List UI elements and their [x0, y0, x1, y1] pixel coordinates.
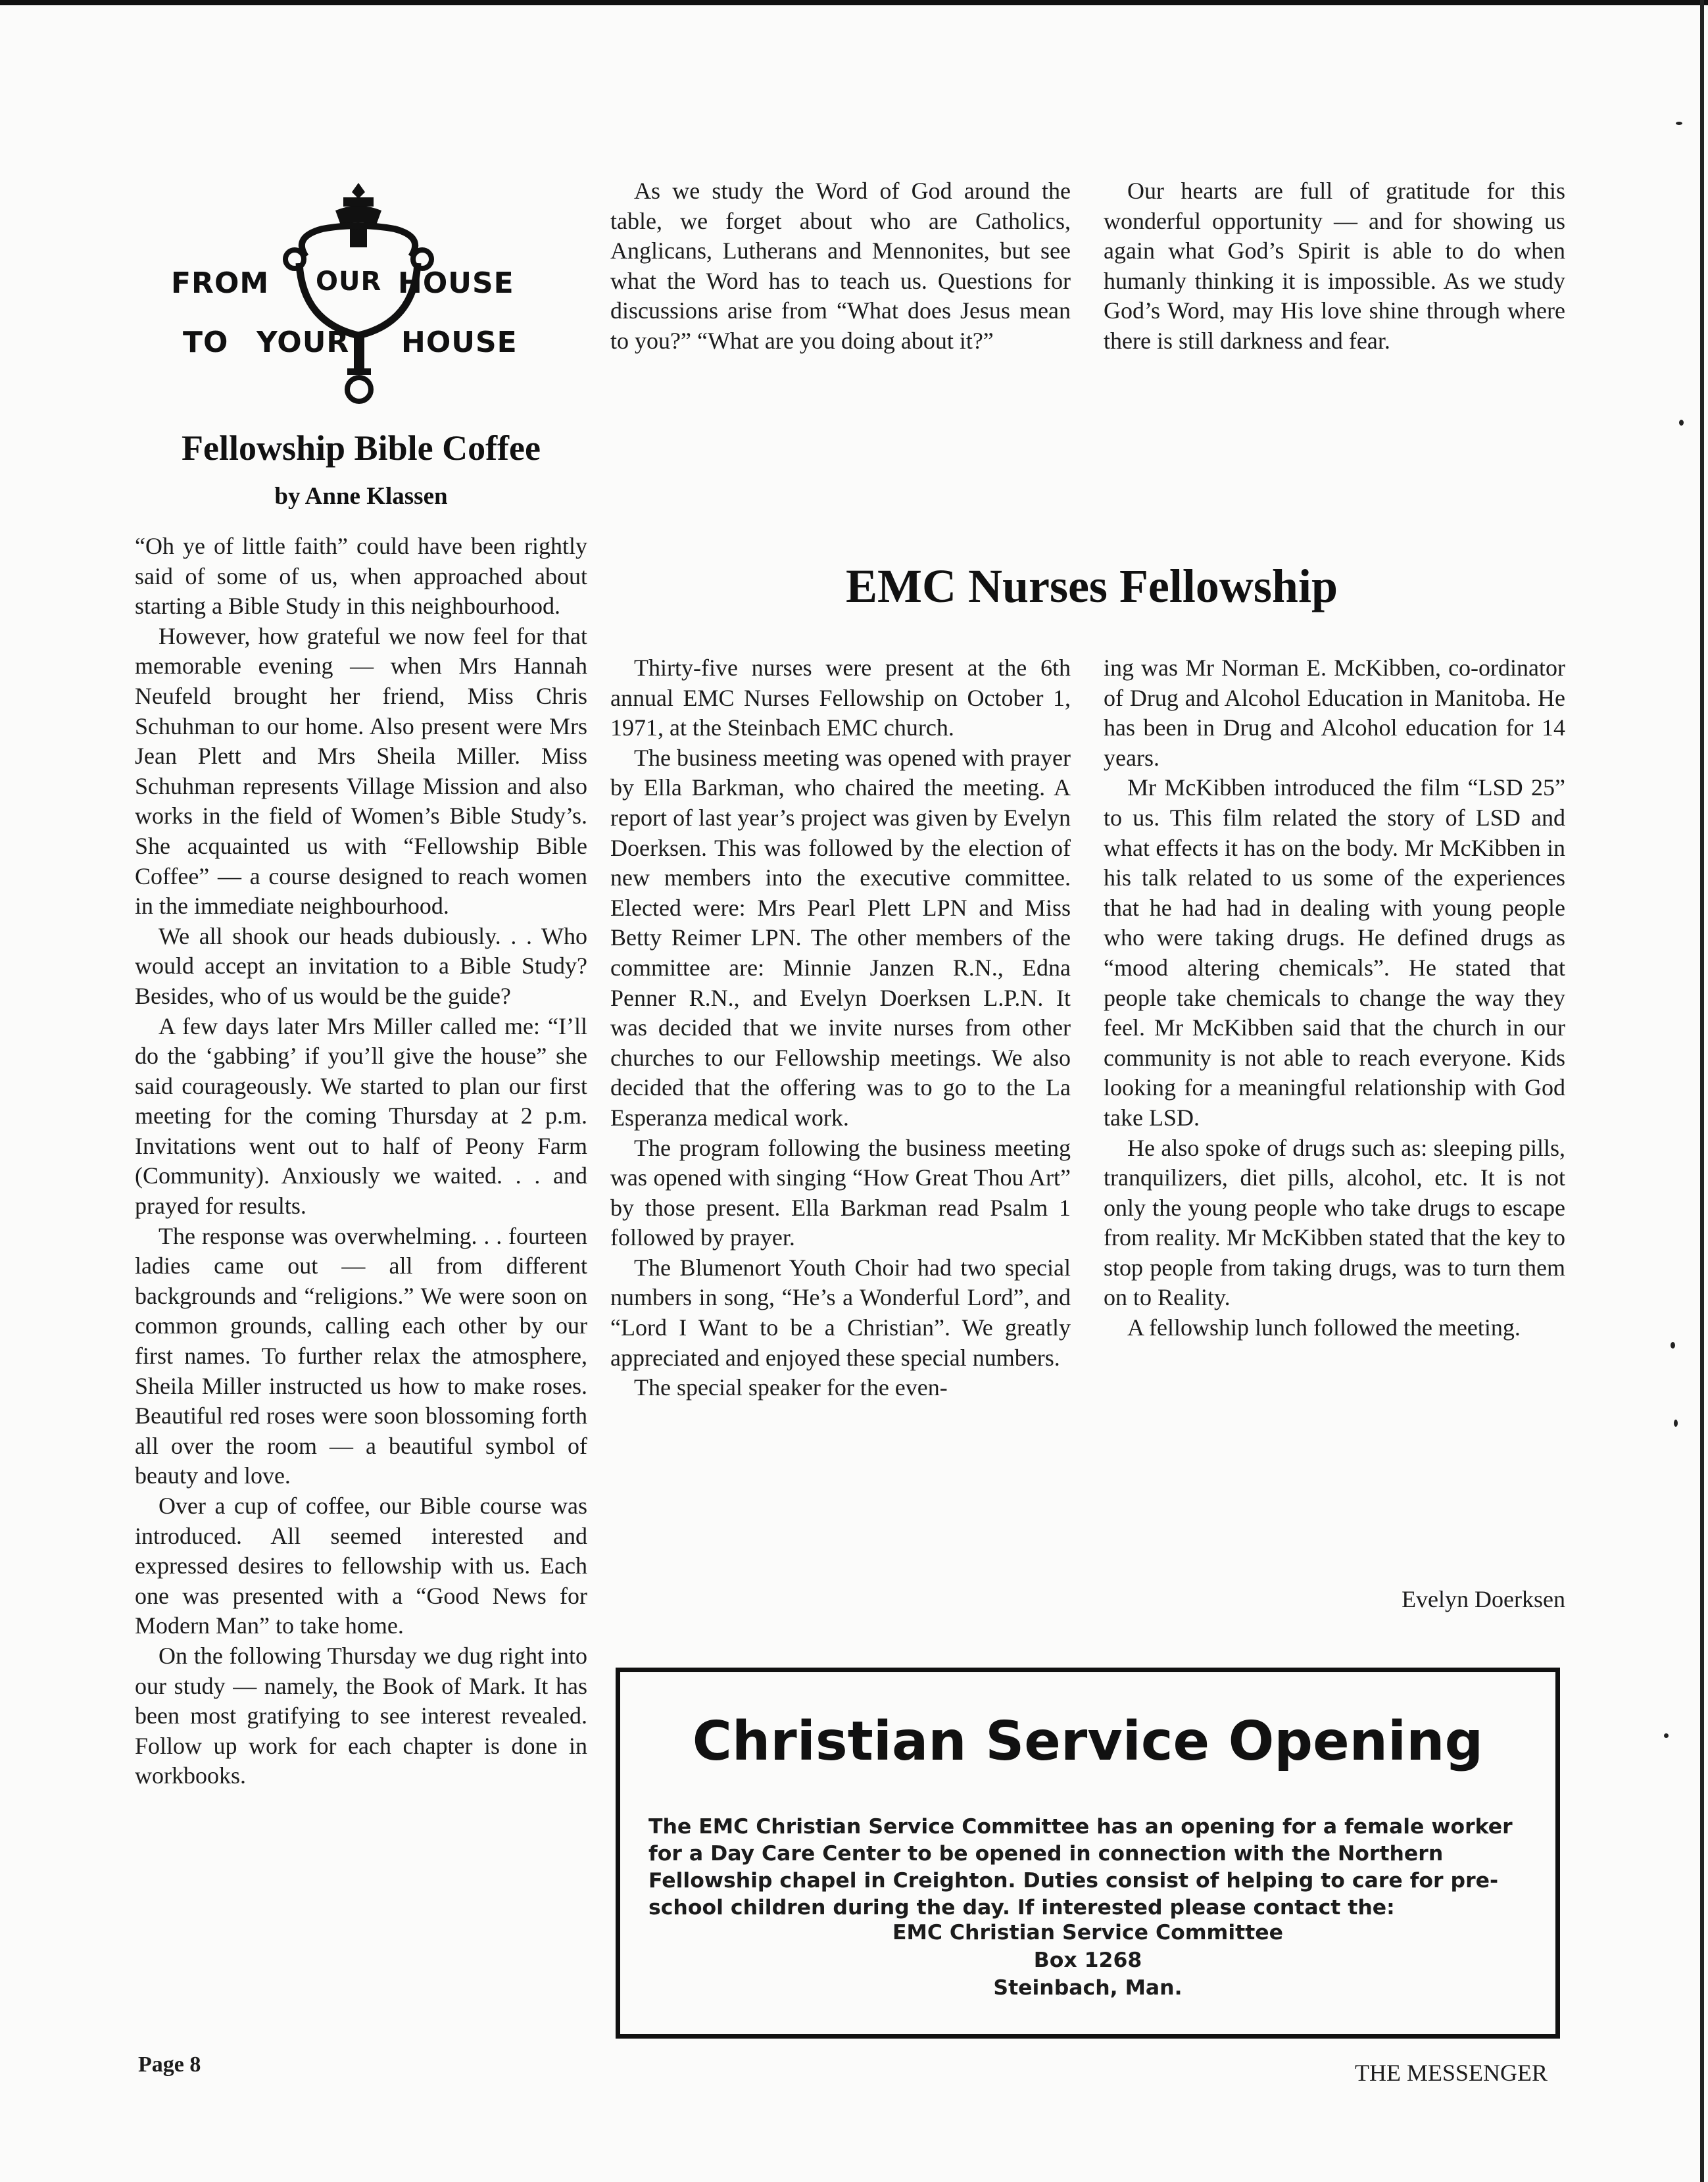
article-paragraph: A fellowship lunch followed the meeting. — [1127, 1314, 1521, 1341]
bible-coffee-closing-column — [1104, 176, 1565, 357]
logo-from: FROM — [171, 266, 270, 300]
article-paragraph: On the following Thursday we dug right into our study — namely, the Book of Mark. It has been most gratifying to see interest revealed. Follow up work for each chapter is done in workbooks. — [135, 1642, 587, 1789]
nurses-fellowship-title: EMC Nurses Fellowship — [845, 560, 1338, 612]
nurses-column-right — [1104, 653, 1565, 1343]
article-signature: Evelyn Doerksen — [1402, 1586, 1565, 1612]
article-paragraph: The business meeting was opened with prayer by Ella Barkman, who chaired the meeting. A report of last year’s project was given by Evelyn Doerksen. This was followed by the election of new members into the executive committee. Elected were: Mrs Pearl Plett LPN and Miss Betty Reimer LPN. The other members of the committee are: Minnie Janzen R.N., Edna Penner R.N., and Evelyn Doerksen L.P.N. It was decided that we invite nurses from other churches to our Fellowship meetings. We also decided that the offering was to go to the La Esperanza medical work. — [610, 744, 1071, 1131]
scan-speck — [1676, 122, 1682, 125]
article-paragraph: A few days later Mrs Miller called me: “I’ll do the ‘gabbing’ if you’ll give the house” she said courageously. We started to plan our first meeting for the coming Thursday at 2 p.m. Invitations went out to half of Peony Farm (Community). Anxiously we waited. . . and prayed for results. — [135, 1012, 587, 1220]
publication-name: THE MESSENGER — [1355, 2060, 1548, 2086]
logo-house-1: HOUSE — [398, 266, 514, 300]
from-our-house-logo — [171, 178, 546, 414]
article-paragraph: He also spoke of drugs such as: sleeping pills, tranquilizers, diet pills, alcohol, etc. It is not only the young people who take drugs to escape from reality. Mr McKibben stated that the key to stop people from taking drugs, was to turn them on to Reality. — [1104, 1134, 1565, 1311]
article-paragraph: Mr McKibben introduced the film “LSD 25” to us. This film related the story of LSD and what effects it has on the body. Mr McKibben in his talk related to us some of the experiences that he had had in dealing with young people who were taking drugs. He defined drugs as “mood altering chemicals”. He stated that people take chemicals to change the way they feel. Mr McKibben said that the church in our community is not able to reach everyone. Kids looking for a meaningful relationship with God take LSD. — [1104, 774, 1565, 1131]
article-paragraph: Thirty-five nurses were present at the 6th annual EMC Nurses Fellowship on October 1, 1971, at the Steinbach EMC church. — [610, 655, 1071, 741]
scan-speck — [1664, 1733, 1669, 1738]
ad-contact-city: Steinbach, Man. — [993, 1976, 1183, 2000]
bible-coffee-title: Fellowship Bible Coffee — [182, 428, 541, 468]
bible-coffee-byline: by Anne Klassen — [274, 483, 448, 510]
nurses-column-left — [610, 653, 1071, 1403]
article-paragraph: As we study the Word of God around the table, we forget about who are Catholics, Anglicans, Lutherans and Mennonites, but see what the Word has to teach us. Questions for discussions arise from “What does Jesus mean to you?” “What are you doing about it?” — [610, 178, 1071, 354]
bible-coffee-column — [135, 532, 587, 1791]
article-paragraph: ing was Mr Norman E. McKibben, co-ordinator of Drug and Alcohol Education in Manitoba. He has been in Drug and Alcohol education for 14 years. — [1104, 655, 1565, 771]
article-paragraph: The program following the business meeting was opened with singing “How Great Thou Art” by those present. Ella Barkman read Psalm 1 followed by prayer. — [610, 1134, 1071, 1251]
article-paragraph: The Blumenort Youth Choir had two special numbers in song, “He’s a Wonderful Lord”, and “Lord I Want to be a Christian”. We greatly appreciated and enjoyed these special numbers. — [610, 1254, 1071, 1371]
scan-speck — [1674, 1420, 1678, 1427]
logo-your: YOUR — [256, 326, 350, 359]
ad-contact-box: Box 1268 — [1033, 1948, 1142, 1972]
scan-speck — [1679, 420, 1684, 426]
christian-service-ad — [616, 1668, 1560, 2039]
top-border — [0, 0, 1708, 5]
right-border — [1700, 0, 1704, 2182]
bible-coffee-continued-column — [610, 176, 1071, 357]
article-paragraph: We all shook our heads dubiously. . . Who would accept an invitation to a Bible Study? Besides, who of us would be the guide? — [135, 922, 587, 1009]
article-paragraph: Our hearts are full of gratitude for this wonderful opportunity — and for showing us again what God’s Spirit is able to do when humanly thinking it is impossible. As we study God’s Word, may His love shine through where there is still darkness and fear. — [1104, 178, 1565, 354]
article-paragraph: The response was overwhelming. . . fourteen ladies came out — all from different backgrounds and “religions.” We were soon on common grounds, calling each other by our first names. To further relax the atmosphere, Sheila Miller instructed us how to make roses. Beautiful red roses were soon blossoming forth all over the room — a beautiful symbol of beauty and love. — [135, 1222, 587, 1489]
article-paragraph: “Oh ye of little faith” could have been rightly said of some of us, when approached about starting a Bible Study in this neighbourhood. — [135, 533, 587, 620]
article-paragraph: The special speaker for the even- — [634, 1374, 948, 1401]
ad-heading: Christian Service Opening — [692, 1710, 1484, 1773]
ad-contact-name: EMC Christian Service Committee — [892, 1921, 1284, 1945]
scan-speck — [1671, 1342, 1675, 1349]
logo-house-2: HOUSE — [401, 326, 518, 359]
page-number: Page 8 — [138, 2052, 201, 2077]
logo-our: OUR — [316, 266, 382, 297]
ad-body: The EMC Christian Service Committee has an opening for a female worker for a Day Care Center to be opened in connection with the Northern Fellowship chapel in Creighton. Duties consist of helping to care for pre-school children during the day. If interested please contact the: — [648, 1815, 1513, 1920]
logo-to: TO — [183, 326, 229, 359]
article-paragraph: However, how grateful we now feel for that memorable evening — when Mrs Hannah Neufeld brought her friend, Miss Chris Schuhman to our home. Also present were Mrs Jean Plett and Mrs Sheila Miller. Miss Schuhman represents Village Mission and also works in the field of Women’s Bible Study’s. She acquainted us with “Fellowship Bible Coffee” — a course designed to reach women in the immediate neighbourhood. — [135, 622, 587, 920]
article-paragraph: Over a cup of coffee, our Bible course was introduced. All seemed interested and expressed desires to fellowship with us. Each one was presented with a “Good News for Modern Man” to take home. — [135, 1493, 587, 1639]
